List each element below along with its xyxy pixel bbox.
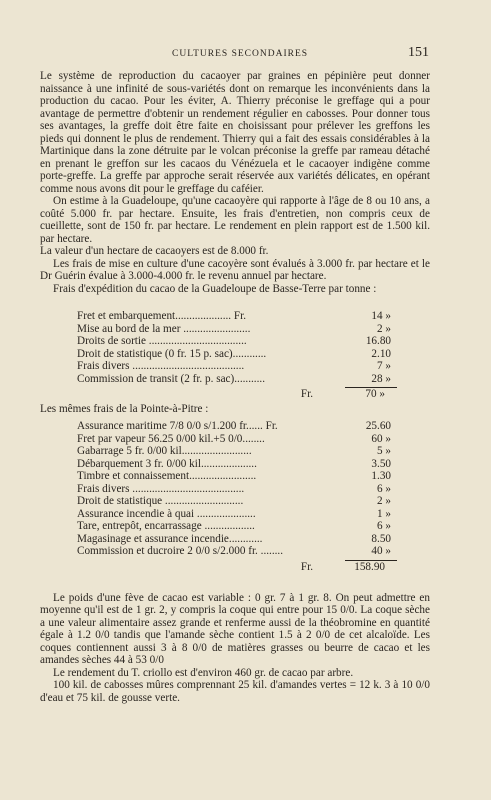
row-label: Assurance maritime 7/8 0/0 s/1.200 fr...... Fr. — [77, 420, 278, 432]
row-label: Timbre et connaissement........................ — [77, 470, 257, 482]
row-label: Commission de transit (2 fr. p. sac)........... — [77, 372, 265, 385]
row-value: 25.60 — [365, 420, 391, 432]
row-label: Gabarrage 5 fr. 0/00 kil......................... — [77, 445, 252, 457]
row-value: 3.50 — [371, 457, 391, 470]
table-row — [77, 545, 430, 558]
page-header — [170, 45, 429, 61]
total-value: 70 » — [365, 388, 385, 400]
table-row — [77, 458, 430, 471]
paragraph-greffage: Le système de reproduction du cacaoyer par graines en pépinière peut donner naissance à une infinité de sous-variétés dont on remarque les inconvénients dans la production du cacao. Pour les éviter, A. Thierry préconise le greffage qui a pour avantage de permettre d'obtenir un rendement régulier en cabosses. Pour donner tous ses avantages, la greffe doit être faite en choisissant pour prélever les greffons les pieds qui donnent le plus de rendement. Thierry qui a fait des essais considérables à la Martinique dans la zone détruite par le volcan préconise la greffe par rameau détaché en prenant le greffon sur les cacaos du Vénézuela et le cacaoyer indigène comme porte-greffe. La greffe par approche serait réservée aux variétés délicates, en opérant comme nous avons dit pour le greffage du caféier. — [40, 70, 430, 195]
table-row — [77, 433, 430, 446]
row-label: Frais divers ........................................ — [77, 482, 245, 495]
row-value: 1 » — [377, 507, 391, 520]
row-value: 2.10 — [371, 347, 391, 360]
row-value: 6 » — [377, 482, 391, 495]
table-total — [77, 561, 430, 574]
total-label: Fr. — [300, 388, 313, 400]
table-row — [77, 335, 430, 348]
table-row — [77, 483, 430, 496]
paragraph-rendement-criollo: Le rendement du T. criollo est d'environ 460 gr. de cacao par arbre. — [53, 666, 354, 679]
paragraph-valeur-hectare: La valeur d'un hectare de cacaoyers est de 8.000 fr. — [40, 245, 269, 257]
row-value: 5 » — [377, 445, 391, 457]
page-number: 151 — [408, 45, 429, 60]
total-label: Fr. — [300, 560, 313, 573]
cost-table-basse-terre — [40, 310, 430, 401]
table-row — [77, 373, 430, 386]
table-row — [77, 310, 430, 323]
table-row — [77, 470, 430, 483]
row-label: Commission et ducroire 2 0/0 s/2.000 fr. ........ — [77, 545, 284, 557]
row-label: Droit de statistique (0 fr. 15 p. sac)............ — [77, 347, 267, 360]
row-label: Débarquement 3 fr. 0/00 kil.................... — [77, 457, 257, 470]
page-body — [40, 70, 430, 704]
row-label: Fret et embarquement.................... Fr. — [77, 310, 247, 322]
row-value: 14 » — [371, 310, 391, 322]
subheading-pointe-a-pitre: Les mêmes frais de la Pointe-à-Pitre : — [40, 403, 209, 415]
paragraph-poids-feve: Le poids d'une fève de cacao est variable : 0 gr. 7 à 1 gr. 8. On peut admettre en moyenne qu'il est de 1 gr. 2, y compris la coque qui entre pour 15 0/0. La coque sèche a une valeur alimentaire assez grande et renferme aussi de la théobromine en quantité égale à 1.2 0/0 tandis que l'amande sèche contient 1.5 à 2 0/0 de cet alcaloïde. Les coques contiennent aussi 3 à 8 0/0 de matières grasses ou beurre de cacao et les amandes sèches 44 à 53 0/0 — [40, 591, 430, 666]
table-row — [77, 520, 430, 533]
table-row — [77, 445, 430, 458]
row-label: Fret par vapeur 56.25 0/00 kil.+5 0/0........ — [77, 432, 265, 445]
row-value: 40 » — [371, 545, 391, 557]
running-title: CULTURES SECONDAIRES — [172, 49, 309, 59]
paragraph-cabosses: 100 kil. de cabosses mûres comprennant 25 kil. d'amandes vertes = 12 k. 3 à 10 0/0 d'eau et 75 kil. de gousse verte. — [40, 679, 430, 704]
row-value: 60 » — [371, 432, 391, 445]
table-row — [77, 495, 430, 508]
closing-section — [40, 592, 430, 705]
row-label: Magasinage et assurance incendie............ — [77, 532, 263, 545]
row-label: Droit de statistique ............................ — [77, 495, 244, 507]
total-value: 158.90 — [354, 560, 385, 573]
row-value: 6 » — [377, 520, 391, 532]
row-label: Frais divers ........................................ — [77, 360, 245, 372]
row-label: Droits de sortie ................................... — [77, 335, 247, 347]
cost-table-pointe-a-pitre — [40, 420, 430, 574]
row-value: 2 » — [377, 495, 391, 507]
row-value: 2 » — [377, 322, 391, 335]
paragraph-frais-expedition: Frais d'expédition du cacao de la Guadeloupe de Basse-Terre par tonne : — [53, 282, 377, 295]
paragraph-frais-mise-en-culture: Les frais de mise en culture d'une cacoyère sont évalués à 3.000 fr. par hectare et le Dr Guérin évalue à 3.000-4.000 fr. le revenu annuel par hectare. — [40, 257, 430, 282]
row-label: Mise au bord de la mer ........................ — [77, 322, 251, 335]
row-label: Tare, entrepôt, encarrassage .................. — [77, 520, 255, 532]
table-row — [77, 323, 430, 336]
row-label: Assurance incendie à quai ..................... — [77, 507, 256, 520]
table-total — [77, 388, 430, 401]
table-row — [77, 420, 430, 433]
row-value: 1.30 — [371, 470, 391, 482]
paragraph-cout-cacaoyere: On estime à la Guadeloupe, qu'une cacaoyère qui rapporte à l'âge de 8 ou 10 ans, a coûté 5.000 fr. par hectare. Ensuite, les frais d'entretien, non compris ceux de cueillette, sont de 150 fr. par hectare. Le rendement en plein rapport est de 1.500 kil. par hectare. — [40, 195, 430, 245]
row-value: 7 » — [377, 360, 391, 372]
row-value: 16.80 — [365, 335, 391, 347]
table-row — [77, 360, 430, 373]
table-row — [77, 533, 430, 546]
row-value: 8.50 — [371, 532, 391, 545]
table-row — [77, 348, 430, 361]
row-value: 28 » — [371, 372, 391, 385]
table-row — [77, 508, 430, 521]
